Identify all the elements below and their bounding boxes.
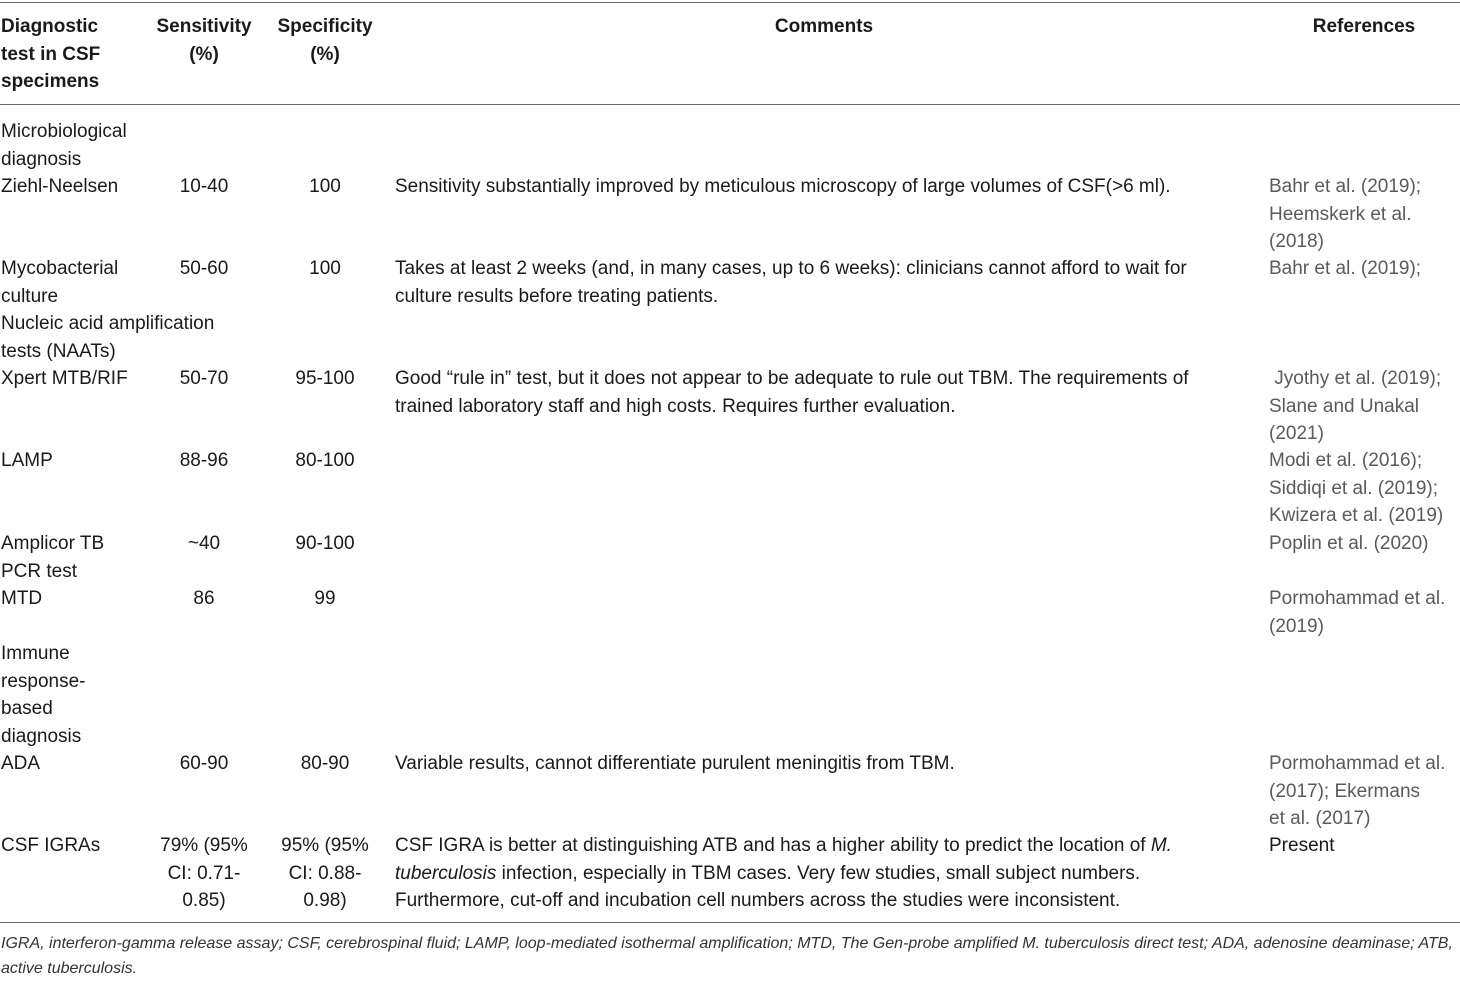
specificity-cell: 95-100 — [295, 368, 355, 389]
section-label-microbiological: Microbiological diagnosis — [1, 121, 127, 170]
test-name-cell: ADA — [1, 753, 41, 774]
specificity-cell: 80-90 — [300, 753, 350, 774]
sensitivity-cell: 50-60 — [179, 258, 229, 279]
specificity-cell: 100 — [309, 258, 341, 279]
comment-cell: Sensitivity substantially improved by meticulous microscopy of large volumes of CSF(>6 ml). — [395, 176, 1171, 197]
comment-text: CSF IGRA is better at distinguishing ATB and has a higher ability to predict the location of — [395, 835, 1151, 856]
comment-italic-text: M. — [1150, 835, 1172, 856]
table-bottom-rule — [0, 922, 1460, 923]
sensitivity-cell: 10-40 — [179, 176, 229, 197]
header-test: Diagnostic test in CSF specimens — [1, 16, 101, 92]
test-name-cell: Ziehl-Neelsen — [1, 176, 119, 197]
references-cell: Jyothy et al. (2019); Slane and Unakal (2021) — [1269, 368, 1442, 444]
references-cell: Modi et al. (2016); Siddiqi et al. (2019); Kwizera et al. (2019) — [1269, 450, 1444, 526]
comment-text: Furthermore, cut-off and incubation cell numbers across the studies were inconsistent. — [395, 890, 1121, 911]
sensitivity-cell: 79% (95% CI: 0.71- 0.85) — [160, 835, 248, 911]
test-name-cell: Mycobacterial culture — [1, 258, 119, 307]
header-comments: Comments — [774, 16, 874, 37]
references-cell: Bahr et al. (2019); — [1269, 258, 1422, 279]
references-cell: Poplin et al. (2020) — [1269, 533, 1429, 554]
references-cell: Bahr et al. (2019); Heemskerk et al. (2018) — [1269, 176, 1422, 252]
sensitivity-cell: 60-90 — [179, 753, 229, 774]
specificity-cell: 95% (95% CI: 0.88- 0.98) — [281, 835, 369, 911]
header-references: References — [1312, 16, 1416, 37]
section-label-naats: Nucleic acid amplification tests (NAATs) — [1, 313, 215, 362]
section-label-immune: Immune response- based diagnosis — [1, 643, 86, 747]
test-name-cell: MTD — [1, 588, 43, 609]
sensitivity-cell: 50-70 — [179, 368, 229, 389]
references-cell: Pormohammad et al. (2017); Ekermans et al. (2017) — [1269, 753, 1446, 829]
header-sensitivity: Sensitivity (%) — [156, 16, 252, 65]
header-specificity: Specificity (%) — [277, 16, 373, 65]
comment-cell — [395, 832, 1245, 915]
table-top-rule — [0, 2, 1460, 3]
specificity-cell: 80-100 — [295, 450, 355, 471]
table-footnote: IGRA, interferon-gamma release assay; CSF, cerebrospinal fluid; LAMP, loop-mediated isothermal amplification; MTD, The Gen-probe amplified M. tuberculosis direct test; ADA, adenosine deaminase; ATB, active tuberculosis. — [1, 935, 1453, 977]
test-name-cell: CSF IGRAs — [1, 835, 101, 856]
comment-cell: Variable results, cannot differentiate purulent meningitis from TBM. — [395, 753, 955, 774]
sensitivity-cell: 86 — [193, 588, 215, 609]
comment-cell: Takes at least 2 weeks (and, in many cases, up to 6 weeks): clinicians cannot afford to wait for culture results before treating patients. — [395, 258, 1187, 307]
test-name-cell: Xpert MTB/RIF — [1, 368, 128, 389]
sensitivity-cell: 88-96 — [179, 450, 229, 471]
specificity-cell: 90-100 — [295, 533, 355, 554]
test-name-cell: LAMP — [1, 450, 53, 471]
specificity-cell: 99 — [314, 588, 336, 609]
comment-cell: Good “rule in” test, but it does not appear to be adequate to rule out TBM. The requirements of trained laboratory staff and high costs. Requires further evaluation. — [395, 368, 1189, 417]
test-name-cell: Amplicor TB PCR test — [1, 533, 105, 582]
table-header-rule — [0, 104, 1460, 105]
comment-text: infection, especially in TBM cases. Very few studies, small subject numbers. — [496, 862, 1141, 884]
specificity-cell: 100 — [309, 176, 341, 197]
references-cell: Pormohammad et al. (2019) — [1269, 588, 1446, 637]
references-cell: Present — [1269, 835, 1335, 856]
sensitivity-cell: ~40 — [187, 533, 221, 554]
comment-italic-text: tuberculosis — [395, 862, 497, 884]
